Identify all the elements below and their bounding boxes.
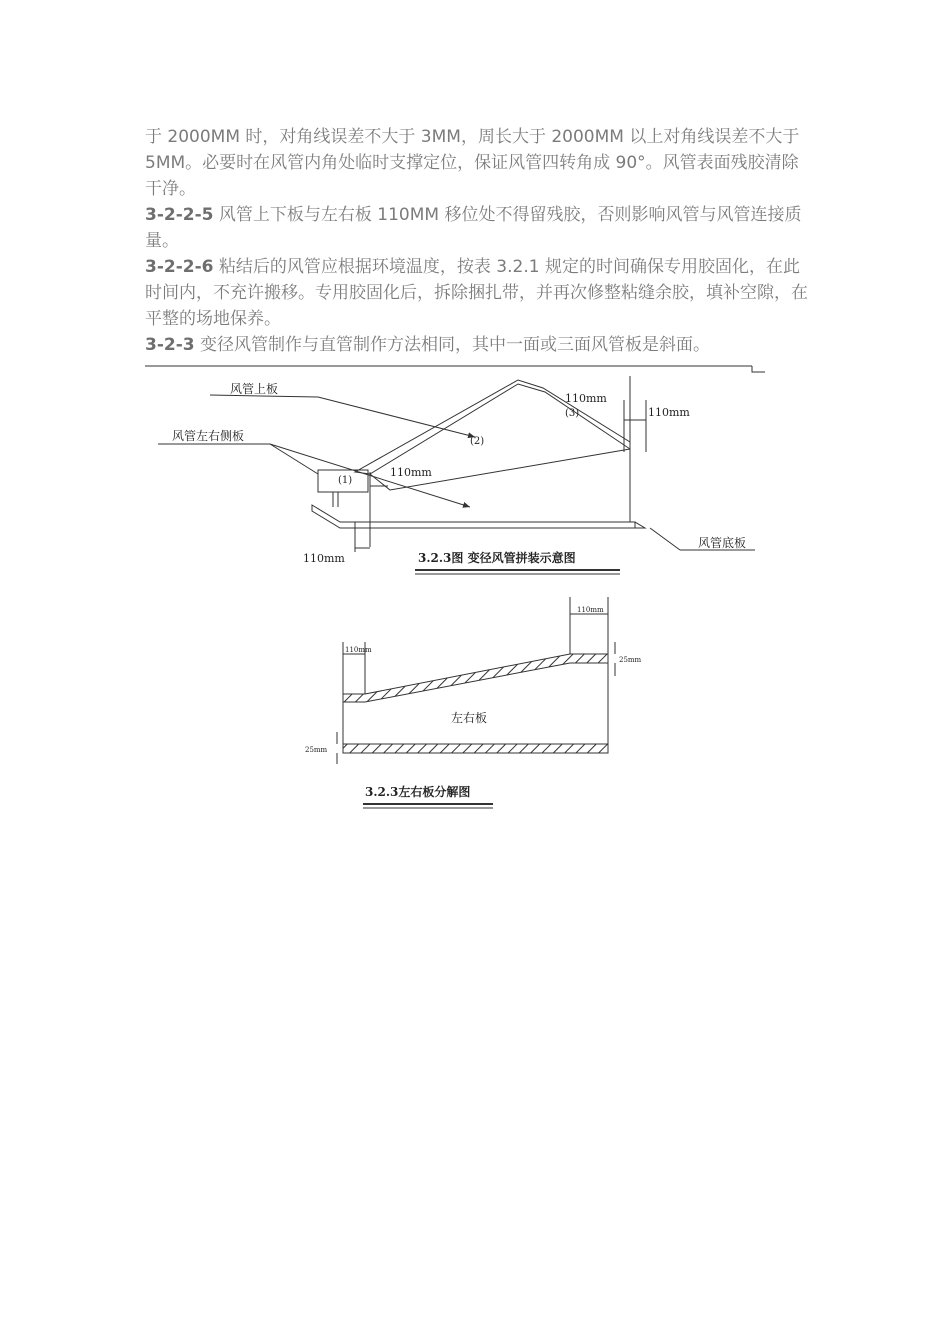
paragraph-3-2-3 [145,332,810,358]
dim-110-top: 110mm [565,392,607,405]
paragraph-continued [145,124,810,202]
paragraph-3-2-2-6 [145,254,810,332]
figure1-caption: 3.2.3图 变径风管拼装示意图 [418,551,576,565]
label-top-plate: 风管上板 [230,382,279,396]
dim-110-bottom: 110mm [303,552,345,565]
marker-2: (2) [470,436,485,447]
body-text [145,124,810,358]
duct-assembly-figure [140,362,780,582]
paragraph-3-2-2-5 [145,202,810,254]
section-code: 3-2-2-6 [145,257,214,277]
figure2-caption: 3.2.3左右板分解图 [365,785,471,799]
paragraph-text: 粘结后的风管应根据环境温度，按表 3.2.1 规定的时间确保专用胶固化，在此时间内，不充许搬移。专用胶固化后，拆除捆扎带，并再次修整粘缝余胶，填补空隙，在平整的场地保养。 [145,257,808,329]
label-side-plate: 风管左右侧板 [172,429,245,443]
paragraph-text: 风管上下板与左右板 110MM 移位处不得留残胶，否则影响风管与风管连接质量。 [145,205,802,251]
top-hatched-strip [343,654,608,702]
dim-110-left: 110mm [345,646,372,654]
bottom-hatched-strip [343,744,608,753]
label-bottom-plate: 风管底板 [698,536,747,550]
bottom-plate-shape [312,505,635,528]
dim-110-right: 110mm [648,406,690,419]
dim-110-right: 110mm [577,606,604,614]
side-plate-figure [295,592,655,814]
marker-3: (3) [565,408,580,419]
dim-25-right: 25mm [619,656,642,664]
side-plate-label: 左右板 [451,711,488,725]
paragraph-text: 于 2000MM 时，对角线误差不大于 3MM，周长大于 2000MM 以上对角线误差不大于 5MM。必要时在风管内角处临时支撑定位，保证风管四转角成 90°。风管表面残胶清除干净。 [145,127,800,199]
marker-1: (1) [338,475,353,486]
section-code: 3-2-2-5 [145,205,214,225]
dim-25-left: 25mm [305,746,328,754]
paragraph-text: 变径风管制作与直管制作方法相同，其中一面或三面风管板是斜面。 [194,335,711,355]
section-code: 3-2-3 [145,335,195,355]
dim-110-middle: 110mm [390,466,432,479]
